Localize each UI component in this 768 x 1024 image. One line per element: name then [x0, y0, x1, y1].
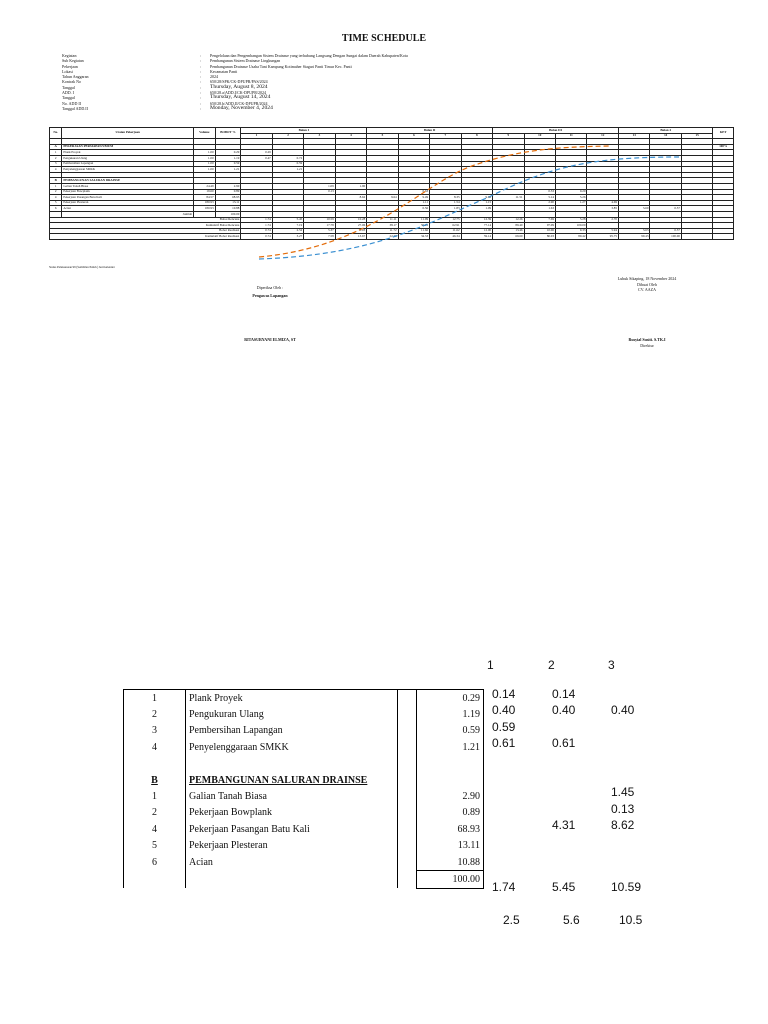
row-name: Penyelenggaraan SMKK	[62, 167, 194, 173]
zoom-week-header: 1	[487, 658, 494, 672]
header-week: 12	[587, 133, 619, 139]
zoom-name: PEMBANGUNAN SALURAN DRAINSE	[186, 772, 398, 788]
project-info	[62, 53, 570, 111]
row-bobot: 0.29	[215, 150, 241, 156]
zoom-row	[124, 739, 484, 755]
zoom-value: 1.19	[417, 706, 484, 722]
summary-cell: 69.60	[493, 234, 524, 240]
summary-cell: 10.59	[304, 217, 335, 223]
header-month: Bulan III	[493, 128, 619, 134]
header-bobot: BOBOT %	[215, 128, 241, 139]
meta-key: Pekerjaan	[62, 63, 78, 69]
row-no: 6	[50, 206, 62, 212]
summary-cell	[681, 234, 712, 240]
zoom-name: Acian	[186, 854, 398, 871]
week-cell: 9.49	[398, 195, 429, 201]
week-cell: 1.21	[272, 167, 303, 173]
row-volume: 19.60	[193, 189, 215, 195]
summary-cell: 7.58	[304, 234, 335, 240]
zoom-week-value: 1.45	[611, 785, 635, 800]
summary-cell: 34.33	[398, 234, 429, 240]
week-cell: 9.64	[367, 195, 398, 201]
header-week: 9	[493, 133, 524, 139]
summary-cell: 11.62	[430, 228, 461, 234]
week-cell: 0.59	[272, 161, 303, 167]
zoom-no: 3	[124, 723, 186, 739]
summary-cell: 62.91	[430, 223, 461, 229]
zoom-bottom-value: 10.5	[619, 913, 643, 927]
zoom-value: 1.21	[417, 739, 484, 755]
meta-colon: :	[200, 79, 202, 85]
week-cell: 1.15	[461, 200, 492, 206]
page-title: TIME SCHEDULE	[341, 33, 427, 44]
summary-cell: 59.14	[461, 234, 492, 240]
zoom-no	[124, 756, 186, 772]
summary-cell: 11.72	[367, 228, 398, 234]
zoom-total: 1.74	[492, 880, 516, 894]
zoom-week-value: 0.61	[552, 736, 576, 751]
zoom-value: 2.90	[417, 788, 484, 804]
row-no: 2	[50, 189, 62, 195]
meta-colon: :	[200, 58, 202, 64]
summary-cell: 12.26	[493, 217, 524, 223]
week-cell: 0.56	[398, 206, 429, 212]
header-month: Bulan I	[241, 128, 367, 134]
header-uraian: Uraian Pekerjaan	[62, 128, 194, 139]
row-no: 5	[50, 200, 62, 206]
summary-cell: 1.74	[241, 217, 272, 223]
week-cell: 1.54	[430, 200, 461, 206]
place-date: Lubuk Sikaping, 18 November 2024	[617, 276, 677, 281]
header-week: 2	[272, 133, 303, 139]
summary-label: Bobot Rencana	[50, 217, 241, 223]
header-month: Bulan 4	[618, 128, 712, 134]
supervisor-title: Pengawas Lapangan	[252, 292, 288, 298]
meta-key: ADD. I	[62, 90, 74, 96]
summary-cell: 100.00	[555, 223, 586, 229]
meta-colon: :	[200, 105, 202, 111]
signature-left-header	[225, 284, 315, 299]
row-volume: 180.93	[193, 200, 215, 206]
row-name: Pekerjaan Plesteran	[62, 200, 194, 206]
week-cell: 1.09	[461, 206, 492, 212]
row-volume: 180.93	[193, 206, 215, 212]
meta-key: Kegiatan	[62, 53, 77, 58]
made-by: Dibuat Oleh	[637, 281, 657, 287]
schedule-table	[49, 127, 734, 240]
meta-value: Pembangunan Sistem Drainase Lingkungan	[210, 58, 281, 64]
header-week: 11	[555, 133, 586, 139]
summary-cell: 12.00	[461, 228, 492, 234]
row-no: 4	[50, 167, 62, 173]
summary-cell: 3.27	[272, 234, 303, 240]
summary-cell: 50.16	[398, 223, 429, 229]
summary-cell: 89.40	[493, 223, 524, 229]
row-no: B	[50, 178, 62, 184]
checked-by: Diperiksa Oleh :	[256, 285, 284, 290]
summary-cell: 2.52	[272, 228, 303, 234]
row-no: 3	[50, 161, 62, 167]
meta-key: Sub Kegiatan	[62, 58, 84, 64]
summary-cell: 89.42	[555, 234, 586, 240]
week-cell: 0.13	[304, 189, 335, 195]
note: Status Pelaksanaan 99 (Sembilan Puluh ) hari kalender	[49, 265, 115, 269]
zoom-row	[124, 706, 484, 722]
header-week: 13	[618, 133, 649, 139]
row-bobot: 10.88	[215, 206, 241, 212]
row-no: 2	[50, 155, 62, 161]
meta-colon: :	[200, 100, 202, 106]
zoom-week-header: 2	[548, 658, 555, 672]
zoom-week-value: 0.59	[492, 719, 516, 734]
meta-value: Thursday, August 8, 2024	[210, 83, 268, 90]
zoom-value: 0.89	[417, 805, 484, 821]
summary-cell: 11.99	[398, 217, 429, 223]
meta-value: Monday, November 4, 2024	[210, 104, 273, 111]
summary-cell: 10.28	[335, 217, 366, 223]
zoom-row	[124, 772, 484, 788]
summary-cell: 7.69	[524, 217, 555, 223]
week-cell: 11.51	[493, 195, 524, 201]
row-bobot: 1.21	[215, 167, 241, 173]
header-week: 6	[398, 133, 429, 139]
week-cell: 0.57	[650, 206, 681, 212]
summary-cell: 12.39	[461, 217, 492, 223]
summary-cell: 5.03	[335, 228, 366, 234]
summary-cell: 0.74	[241, 228, 272, 234]
summary-cell: 95.75	[587, 234, 619, 240]
zoom-no: B	[124, 772, 186, 788]
zoom-total: 5.45	[552, 880, 576, 894]
summary-cell: 17.78	[304, 223, 335, 229]
zoom-name	[186, 756, 398, 772]
meta-value: Thursday, August 14, 2024	[210, 94, 271, 101]
summary-cell: 100.00	[650, 234, 681, 240]
summary-label: Bobot Realisasi	[50, 228, 241, 234]
header-week: 7	[430, 133, 461, 139]
row-no: A	[50, 144, 62, 150]
week-cell: 8.35	[430, 195, 461, 201]
summary-cell: 5.94	[587, 228, 619, 234]
week-cell: 1.63	[524, 206, 555, 212]
summary-cell: 9.33	[555, 228, 586, 234]
signature-right-header	[597, 276, 697, 293]
zoom-bottom-value: 5.6	[563, 913, 580, 927]
summary-cell: 5.37	[304, 228, 335, 234]
zoom-value: 0.29	[417, 690, 484, 707]
row-volume: 1.00	[193, 167, 215, 173]
zoom-name: Penyelenggaraan SMKK	[186, 739, 398, 755]
summary-cell: 38.17	[367, 223, 398, 229]
header-week: 3	[304, 133, 335, 139]
zoom-value: 13.11	[417, 838, 484, 854]
zoom-no: 2	[124, 706, 186, 722]
week-cell: 1.11	[398, 200, 429, 206]
week-cell: 1.27	[555, 200, 586, 206]
zoom-name: Pembersihan Lapangan	[186, 723, 398, 739]
zoom-no	[124, 871, 186, 888]
zoom-no: 4	[124, 821, 186, 837]
sum-bobot: 100.00	[215, 211, 241, 217]
row-no: 1	[50, 150, 62, 156]
meta-value: 2024	[210, 74, 218, 80]
zoom-row	[124, 788, 484, 804]
row-volume: 1.00	[193, 150, 215, 156]
summary-cell: 10.06	[524, 228, 555, 234]
week-cell: 0.29	[241, 150, 272, 156]
week-cell: 8.62	[335, 195, 366, 201]
header-week: 5	[367, 133, 398, 139]
meta-value: 650/28.a/ADD.I/CK-DPUPR/2024	[210, 90, 267, 96]
summary-cell: 77.14	[461, 223, 492, 229]
meta-colon: :	[200, 74, 202, 80]
meta-key: Kontrak No	[62, 79, 81, 85]
summary-cell: 13.67	[335, 234, 366, 240]
summary-cell: 99.43	[618, 234, 649, 240]
zoom-week-value: 0.40	[492, 703, 516, 718]
week-cell: 5.14	[524, 195, 555, 201]
header-no: No.	[50, 128, 62, 139]
zoom-row	[124, 871, 484, 888]
meta-colon: :	[200, 84, 202, 90]
meta-key: Tahun Anggaran	[62, 74, 89, 80]
week-cell: 1.90	[335, 183, 366, 189]
summary-cell: 11.66	[398, 228, 429, 234]
director-name: Rusyial Susiti. S.TK.I	[628, 337, 666, 342]
zoom-week-header: 3	[608, 658, 615, 672]
row-bobot: 2.90	[215, 183, 241, 189]
meta-colon: :	[200, 95, 202, 101]
summary-row	[50, 234, 734, 240]
zoom-value	[417, 756, 484, 772]
summary-cell: 12.75	[430, 217, 461, 223]
row-bobot: 13.11	[215, 200, 241, 206]
meta-value: 650/28/SPK/CK-DPUPR/PAS/2024	[210, 79, 268, 85]
row-bobot: 0.89	[215, 189, 241, 195]
zoom-name: Pekerjaan Plesteran	[186, 838, 398, 854]
week-cell: 0.20	[555, 189, 586, 195]
zoom-bottom-value: 2.5	[503, 913, 520, 927]
zoom-no: 4	[124, 739, 186, 755]
zoom-table	[123, 689, 484, 889]
supervisor-name: RITASURYANI ELMIZA, ST	[244, 337, 296, 342]
meta-key: No. ADD II	[62, 100, 81, 106]
row-name: Pekerjaan Pasangan Batu Kali	[62, 195, 194, 201]
header-week: 14	[650, 133, 681, 139]
meta-colon: :	[200, 63, 202, 69]
zoom-no: 6	[124, 854, 186, 871]
zoom-row	[124, 821, 484, 837]
summary-cell: 80.03	[524, 234, 555, 240]
row-bobot: 1.19	[215, 155, 241, 161]
meta-key: Tanggal	[62, 84, 75, 90]
zoom-week-value: 8.62	[611, 818, 635, 833]
meta-colon: :	[200, 68, 202, 74]
zoom-no: 1	[124, 788, 186, 804]
summary-cell: 27.06	[335, 223, 366, 229]
zoom-row	[124, 690, 484, 707]
zoom-week-value: 0.40	[552, 703, 576, 718]
week-cell: 3.85	[587, 206, 619, 212]
header-week: 10	[524, 133, 555, 139]
zoom-no: 2	[124, 805, 186, 821]
zoom-row	[124, 805, 484, 821]
zoom-name	[186, 871, 398, 888]
meta-key: Tanggal ADD.II	[62, 105, 88, 111]
summary-label: Kumulatif Bobot Rencana	[50, 223, 241, 229]
summary-cell: 3.63	[618, 228, 649, 234]
week-cell: 0.72	[272, 155, 303, 161]
summary-cell: 22.76	[367, 234, 398, 240]
zoom-value: 10.88	[417, 854, 484, 871]
header-volume: Volume	[193, 128, 215, 139]
zoom-row	[124, 756, 484, 772]
row-ket: 100%	[713, 144, 734, 150]
meta-row	[62, 106, 570, 111]
zoom-row	[124, 838, 484, 854]
zoom-value	[417, 772, 484, 788]
row-name: Galian Tanah Biasa	[62, 183, 194, 189]
header-month: Bulan II	[367, 128, 493, 134]
row-name: PEMBANGUNAN SALURAN DRAINSE	[62, 178, 194, 184]
zoom-name: Plank Proyek	[186, 690, 398, 707]
week-cell: 1.83	[430, 206, 461, 212]
week-cell: 5.26	[555, 195, 586, 201]
summary-cell: 1.74	[241, 223, 272, 229]
header-week: 8	[461, 133, 492, 139]
row-name: Acian	[62, 206, 194, 212]
header-week: 4	[335, 133, 366, 139]
zoom-row	[124, 854, 484, 871]
zoom-no: 1	[124, 690, 186, 707]
summary-cell: 46.34	[430, 234, 461, 240]
zoom-value: 100.00	[417, 871, 484, 888]
summary-cell: 97.09	[524, 223, 555, 229]
week-cell: 0.33	[398, 189, 429, 195]
header-week: 15	[681, 133, 712, 139]
row-name: Pekerjaan Bowplank	[62, 189, 194, 195]
meta-key: Tanggal	[62, 95, 75, 101]
summary-cell: 0.57	[650, 228, 681, 234]
header-week: 1	[241, 133, 272, 139]
zoom-name: Galian Tanah Biasa	[186, 788, 398, 804]
summary-cell: 7.19	[272, 223, 303, 229]
week-cell: 3.60	[618, 206, 649, 212]
summary-cell: 13.46	[493, 228, 524, 234]
zoom-week-value: 0.40	[611, 703, 635, 718]
meta-value: Pengelolaan dan Pengembangan Sistem Drainase yang terhubung Langsung Dengan Sungai dalam Daerah Kabupaten/Kota	[210, 53, 408, 58]
week-cell: 4.69	[587, 200, 619, 206]
company: CV. AAZA	[638, 287, 656, 292]
zoom-week-value: 0.14	[552, 687, 576, 701]
meta-colon: :	[200, 90, 202, 96]
zoom-total: 10.59	[611, 880, 642, 894]
summary-cell: 0.74	[241, 234, 272, 240]
header-ket: KET	[713, 128, 734, 139]
zoom-row	[124, 723, 484, 739]
meta-value: 650/28.b/ADD.II/CK-DPUPR/2024	[210, 100, 268, 106]
zoom-value: 68.93	[417, 821, 484, 837]
zoom-name: Pekerjaan Pasangan Batu Kali	[186, 821, 398, 837]
row-bobot: 68.93	[215, 195, 241, 201]
zoom-no: 5	[124, 838, 186, 854]
row-volume: 24.49	[193, 183, 215, 189]
zoom-week-value: 0.13	[611, 801, 635, 816]
zoom-week-value: 4.31	[552, 818, 576, 833]
meta-colon: :	[200, 53, 202, 58]
meta-value: Kecamatan Panti	[210, 68, 238, 74]
zoom-name: Pekerjaan Bowplank	[186, 805, 398, 821]
row-no: 1	[50, 183, 62, 189]
sum-label: Jumlah	[62, 211, 194, 217]
row-volume: 84.57	[193, 195, 215, 201]
meta-key: Lokasi	[62, 68, 73, 74]
week-cell: 1.09	[304, 183, 335, 189]
row-name: Plank Proyek	[62, 150, 194, 156]
summary-cell: 11.11	[367, 217, 398, 223]
week-cell: 0.33	[524, 189, 555, 195]
zoom-name: Pengukuran Ulang	[186, 706, 398, 722]
week-cell: 9.66	[461, 195, 492, 201]
row-volume: 1.00	[193, 161, 215, 167]
zoom-week-value: 0.14	[492, 687, 516, 701]
summary-cell: 2.70	[587, 217, 619, 223]
summary-label: Kumulatif Bobot Realisasi	[50, 234, 241, 240]
meta-value: Pembangunan Drainase Usaha Tani Kampung Kotimaher Siagari Panti Timur Kec. Panti	[210, 63, 352, 69]
director-block	[597, 337, 697, 348]
week-cell: 2.90	[524, 200, 555, 206]
zoom-week-value: 0.61	[492, 736, 516, 751]
summary-cell: 5.45	[272, 217, 303, 223]
row-name: PEKERJAAN PERSIAPAN/UMUM	[62, 144, 194, 150]
row-bobot: 0.59	[215, 161, 241, 167]
row-volume: 1.00	[193, 155, 215, 161]
director-title: Direktur	[640, 342, 654, 348]
zoom-value: 0.59	[417, 723, 484, 739]
week-cell: 0.47	[241, 155, 272, 161]
summary-cell: 5.28	[555, 217, 586, 223]
row-name: Pembersihan Lapangan	[62, 161, 194, 167]
row-no: 4	[50, 195, 62, 201]
row-name: Pengukuran Ulang	[62, 155, 194, 161]
